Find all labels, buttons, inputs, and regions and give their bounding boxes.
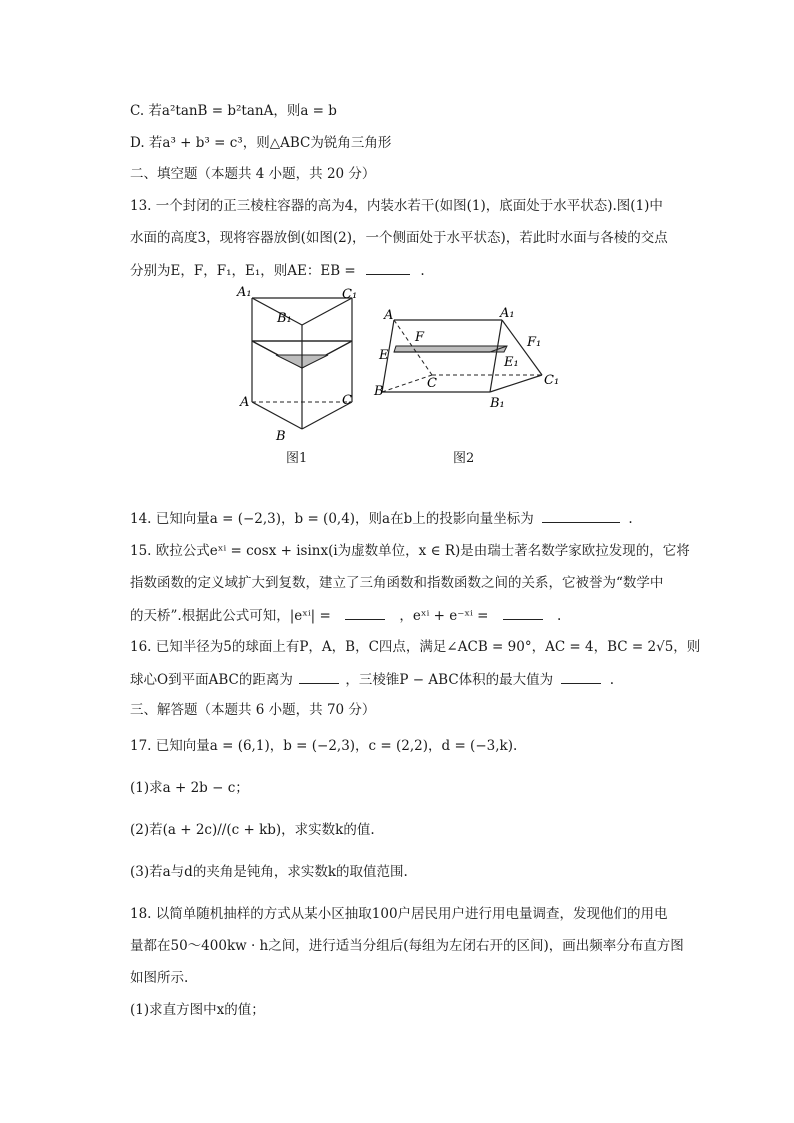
fig2-label-a1: A₁ [500,306,515,321]
q17-part-3: (3)若a与d的夹角是钝角，求实数k的取值范围. [130,864,408,880]
section-fill-in-heading: 二、填空题（本题共 4 小题，共 20 分） [130,166,376,182]
q13-line-1: 13. 一个封闭的正三棱柱容器的高为4，内装水若干(如图(1)，底面处于水平状态).图(1)中 [130,198,663,214]
q18-line-2: 量都在50～400kw · h之间，进行适当分组后(每组为左闭右开的区间)，画出频率分布直方图 [130,938,684,954]
q14-line [130,508,633,529]
q18-line-1: 18. 以简单随机抽样的方式从某小区抽取100户居民用户进行用电量调查，发现他们的用电 [130,906,668,922]
fig2-label-e: E [379,348,389,363]
q16-period: . [609,672,615,688]
figure-2-caption: 图2 [453,451,475,466]
fig2-label-f: F [415,330,425,345]
q15-answer-blank-2[interactable] [503,605,543,620]
q15-prompt: 的天桥”.根据此公式可知，|eˣⁱ| = [130,608,331,624]
q15-line-1: 15. 欧拉公式eˣⁱ = cosx + isinx(i为虚数单位，x ∈ R)是由瑞士著名数学家欧拉发现的，它将 [130,543,690,559]
q16-mid-text: ，三棱锥P − ABC体积的最大值为 [345,672,554,688]
fig2-label-b: B [374,384,384,399]
figure-1-prism [232,282,372,450]
q14-prompt: 14. 已知向量a = (−2,3)，b = (0,4)，则a在b上的投影向量坐标为 [130,511,534,527]
q17-part-1: (1)求a + 2b − c； [130,780,249,796]
fig1-label-c: C [342,393,352,408]
option-c: C. 若a²tanB = b²tanA，则a = b [130,103,337,119]
q16-line-2 [130,669,614,690]
fig1-label-c1: C₁ [342,287,358,302]
q14-period: . [628,511,633,527]
q17-line: 17. 已知向量a = (6,1)，b = (−2,3)，c = (2,2)，d = (−3,k). [130,738,518,754]
fig2-label-c: C [427,376,437,391]
fig1-label-a: A [240,395,250,410]
q16-prompt: 球心O到平面ABC的距离为 [130,672,293,688]
q15-mid-text: ，eˣⁱ + e⁻ˣⁱ = [399,608,489,624]
fig2-label-c1: C₁ [544,373,560,388]
fig1-label-b1: B₁ [277,311,292,326]
q13-line-3 [130,260,425,281]
figure-1-caption: 图1 [286,451,308,466]
fig2-label-f1: F₁ [527,335,542,350]
q16-answer-blank-1[interactable] [299,669,339,684]
q15-line-2: 指数函数的定义域扩大到复数，建立了三角函数和指数函数之间的关系，它被誉为“数学中 [130,575,664,591]
fig1-label-a1: A₁ [237,285,252,300]
fig2-label-b1: B₁ [490,396,505,410]
q18-line-3: 如图所示. [130,970,189,986]
q13-prompt: 分别为E，F，F₁，E₁，则AE：EB = [130,263,356,279]
q13-period: . [420,263,425,279]
q15-line-3 [130,605,561,626]
q14-answer-blank[interactable] [542,508,620,523]
section-answer-heading: 三、解答题（本题共 6 小题，共 70 分） [130,702,376,718]
fig2-label-a: A [384,308,394,323]
q16-line-1: 16. 已知半径为5的球面上有P，A，B，C四点，满足∠ACB = 90°，AC = 4，BC = 2√5，则 [130,639,701,655]
q18-part-1: (1)求直方图中x的值； [130,1002,265,1018]
q15-answer-blank-1[interactable] [345,605,385,620]
q15-period: . [557,608,562,624]
q13-line-2: 水面的高度3，现将容器放倒(如图(2)，一个侧面处于水平状态)，若此时水面与各棱的交点 [130,230,668,246]
fig1-label-b: B [276,429,286,444]
q17-part-2: (2)若(a + 2c)//(c + kb)，求实数k的值. [130,822,375,838]
figure-2-prism [372,305,568,410]
option-d: D. 若a³ + b³ = c³，则△ABC为锐角三角形 [130,135,392,151]
q13-answer-blank[interactable] [366,260,410,275]
fig2-label-e1: E₁ [504,355,519,370]
q16-answer-blank-2[interactable] [561,669,601,684]
